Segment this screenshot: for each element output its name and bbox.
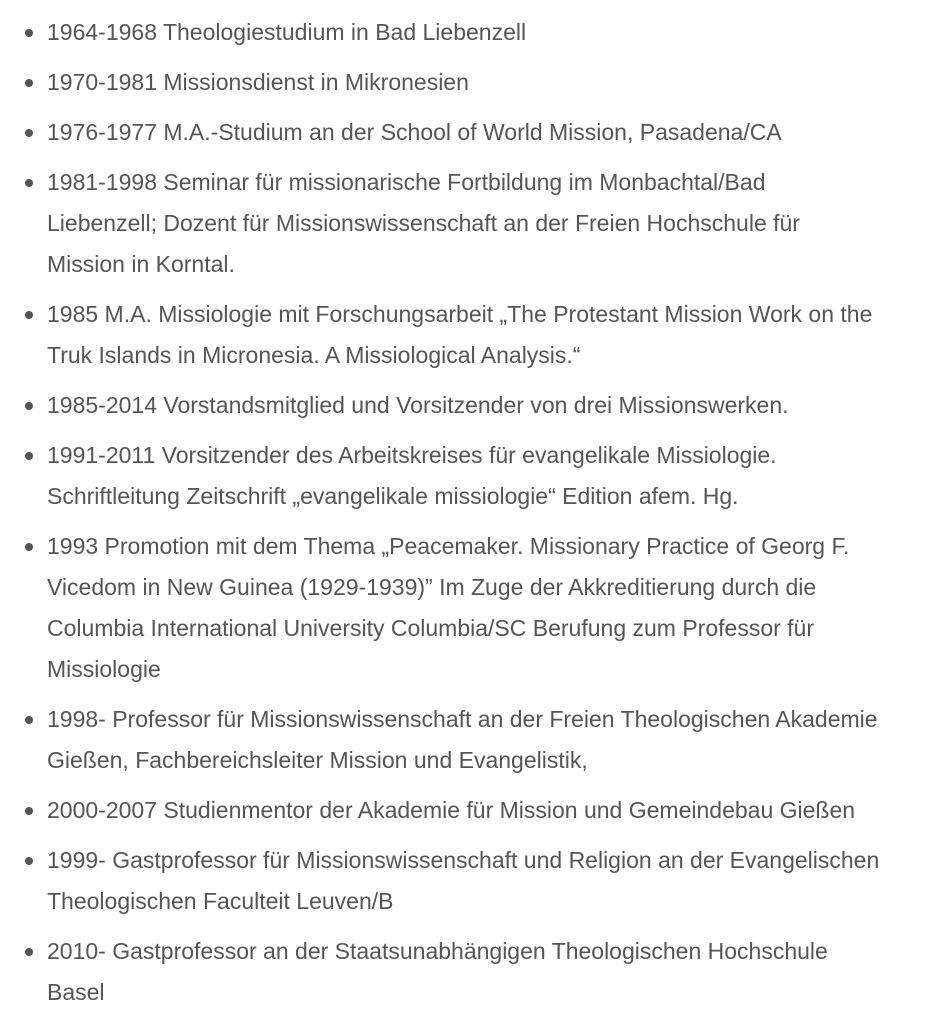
list-item xyxy=(47,840,880,922)
list-item-text: 1991-2011 Vorsitzender des Arbeitskreises für evangelikale Missiologie. Schriftleitung Zeitschrift „evangelikale missiologie“ Edition afem. Hg. xyxy=(47,442,777,509)
bullet-icon xyxy=(25,807,33,815)
list-item-text: 2000-2007 Studienmentor der Akademie für Mission und Gemeindebau Gießen xyxy=(47,797,856,823)
bullet-icon xyxy=(25,543,33,551)
list-item-text: 1976-1977 M.A.-Studium an der School of World Mission, Pasadena/CA xyxy=(47,119,782,145)
list-item xyxy=(47,435,880,517)
list-item-text: 1998- Professor für Missionswissenschaft an der Freien Theologischen Akademie Gießen, Fachbereichsleiter Mission und Evangelistik, xyxy=(47,706,878,773)
bullet-icon xyxy=(25,857,33,865)
list-item-text: 2010- Gastprofessor an der Staatsunabhängigen Theologischen Hochschule Basel xyxy=(47,938,828,1005)
list-item xyxy=(47,112,880,153)
list-item-text: 1981-1998 Seminar für missionarische Fortbildung im Monbachtal/Bad Liebenzell; Dozent für Missionswissenschaft an der Freien Hochschule für Mission in Korntal. xyxy=(47,169,800,277)
list-item xyxy=(47,294,880,376)
list-item xyxy=(47,699,880,781)
bullet-icon xyxy=(25,311,33,319)
list-item xyxy=(47,385,880,426)
list-item-text: 1985-2014 Vorstandsmitglied und Vorsitzender von drei Missionswerken. xyxy=(47,392,789,418)
list-item xyxy=(47,526,880,690)
list-item xyxy=(47,162,880,285)
bullet-icon xyxy=(25,452,33,460)
list-item-text: 1970-1981 Missionsdienst in Mikronesien xyxy=(47,69,469,95)
bullet-icon xyxy=(25,129,33,137)
cv-list xyxy=(0,12,880,1013)
list-item-text: 1999- Gastprofessor für Missionswissenschaft und Religion an der Evangelischen Theologischen Faculteit Leuven/B xyxy=(47,847,880,914)
list-item-text: 1993 Promotion mit dem Thema „Peacemaker. Missionary Practice of Georg F. Vicedom in New Guinea (1929-1939)” Im Zuge der Akkreditierung durch die Columbia International University Columbia/SC Berufung zum Professor für Missiologie xyxy=(47,533,850,682)
list-item xyxy=(47,931,880,1013)
list-item-text: 1985 M.A. Missiologie mit Forschungsarbeit „The Protestant Mission Work on the Truk Islands in Micronesia. A Missiological Analysis.“ xyxy=(47,301,873,368)
list-item xyxy=(47,62,880,103)
bullet-icon xyxy=(25,79,33,87)
bullet-icon xyxy=(25,179,33,187)
bullet-icon xyxy=(25,716,33,724)
bullet-icon xyxy=(25,948,33,956)
list-item xyxy=(47,790,880,831)
bullet-icon xyxy=(25,29,33,37)
list-item-text: 1964-1968 Theologiestudium in Bad Liebenzell xyxy=(47,19,527,45)
list-item xyxy=(47,12,880,53)
bullet-icon xyxy=(25,402,33,410)
